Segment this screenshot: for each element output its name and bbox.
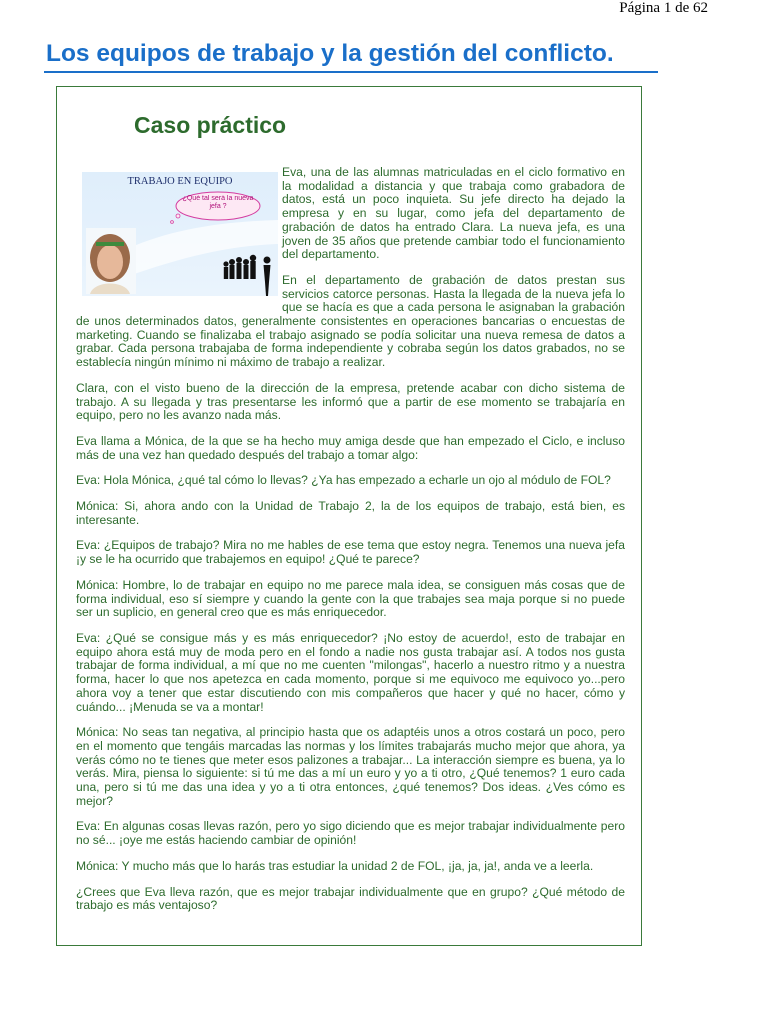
document-title: Los equipos de trabajo y la gestión del conflicto. [46,40,614,67]
page-number: Página 1 de 62 [619,0,708,16]
title-underline [44,71,658,73]
case-paragraph-3: Clara, con el visto bueno de la dirección de la empresa, pretende acabar con dicho sistema de trabajo. A su llegada y tras presentarse les informó que a partir de ese momento se trabajaría en equipo, pero no les avanzo nada más. [76,380,625,423]
dialogue-monica-4: Mónica: Y mucho más que lo harás tras estudiar la unidad 2 de FOL, ¡ja, ja, ja!, anda ve a leerla. [76,858,594,873]
case-paragraph-2: En el departamento de grabación de datos prestan sus servicios catorce personas. Hasta la llegada de la nueva jefa lo que se hacía es que a cada persona le asignaban la grabación de unos determinados datos, generalmente consistentes en operaciones bancarias o encuestas de marketing. Cuando se finalizaba el trabajo asignado se podía solicitar una nueva remesa de datos a grabar. Cada persona trabajaba de forma independiente y cobraba según los datos grabados, no se establecía ningún mínimo ni máximo de trabajo a realizar. [76,272,625,370]
case-question: ¿Crees que Eva lleva razón, que es mejor trabajar individualmente que en grupo? ¿Qué método de trabajo es más ventajoso? [76,884,625,913]
dialogue-eva-4: Eva: En algunas cosas llevas razón, pero yo sigo diciendo que es mejor trabajar individualmente pero no sé... ¡oye me estás haciendo cambiar de opinión! [76,819,625,848]
dialogue-eva-1: Eva: Hola Mónica, ¿qué tal cómo lo llevas? ¿Ya has empezado a echarle un ojo al módulo de FOL? [76,473,611,488]
dialogue-monica-2: Mónica: Hombre, lo de trabajar en equipo no me parece mala idea, se consiguen más cosas que de forma individual, eso sí siempre y cuando la gente con la que trabajes sea maja porque si no puede ser un suplicio, en general creo que es más enriquecedor. [76,577,625,620]
banner-text: TRABAJO EN EQUIPO [127,176,233,187]
case-heading: Caso práctico [134,112,287,138]
speech-bubble-text: ¿Qué tal será la nueva jefa ? [182,195,254,210]
case-paragraph-4: Eva llama a Mónica, de la que se ha hecho muy amiga desde que han empezado el Ciclo, e incluso más de una vez han quedado después del trabajo a tomar algo: [76,433,625,462]
case-paragraph-1: Eva, una de las alumnas matriculadas en el ciclo formativo en la modalidad a distancia y que trabaja como grabadora de datos, está un poco inquieta. Su jefe directo ha dejado la empresa y en su lugar, como jefa del departamento de grabación de datos ha entrado Clara. La nueva jefa, es una joven de 35 años que pretende cambiar todo el funcionamiento del departamento. [282,165,625,262]
dialogue-monica-1: Mónica: Si, ahora ando con la Unidad de Trabajo 2, la de los equipos de trabajo, está bien, es interesante. [76,499,625,527]
dialogue-monica-3: Mónica: No seas tan negativa, al principio hasta que os adaptéis unos a otros costará un poco, pero en el momento que tengáis marcadas las normas y los límites trabajarás mucho mejor que ahora, ya verás cómo no te tienes que meter esos palizones a trabajar... La interacción siempre es buena, ya lo verás. Mira, piensa lo siguiente: si tú me das a mí un euro y yo a ti otro, ¿Qué tenemos? 1 euro cada una, pero si tú me das una idea y yo a ti otra entonces, ¿qué tenemos? Dos ideas. ¿Ves cómo es mejor? [76,725,625,808]
case-text [76,166,625,925]
dialogue-eva-2: Eva: ¿Equipos de trabajo? Mira no me hables de ese tema que estoy negra. Tenemos una nueva jefa ¡y se le ha ocurrido que trabajemos en equipo! ¿Qué te parece? [76,538,625,567]
dialogue-eva-3: Eva: ¿Qué se consigue más y es más enriquecedor? ¡No estoy de acuerdo!, esto de trabajar en equipo ahora está muy de moda pero en el fondo a nadie nos gusta trabajar así. A todos nos gusta trabajar de forma individual, a mí que no me cuenten "milongas", hacerlo a nuestro ritmo y a nuestra forma, hacer lo que nos apetezca en cada momento, porque si me equivoco me equivoco yo...pero ahora voy a tener que estar discutiendo con mis compañeros que hacer y qué no hacer, cómo y cuándo... ¡Menuda se va a montar! [76,630,625,714]
